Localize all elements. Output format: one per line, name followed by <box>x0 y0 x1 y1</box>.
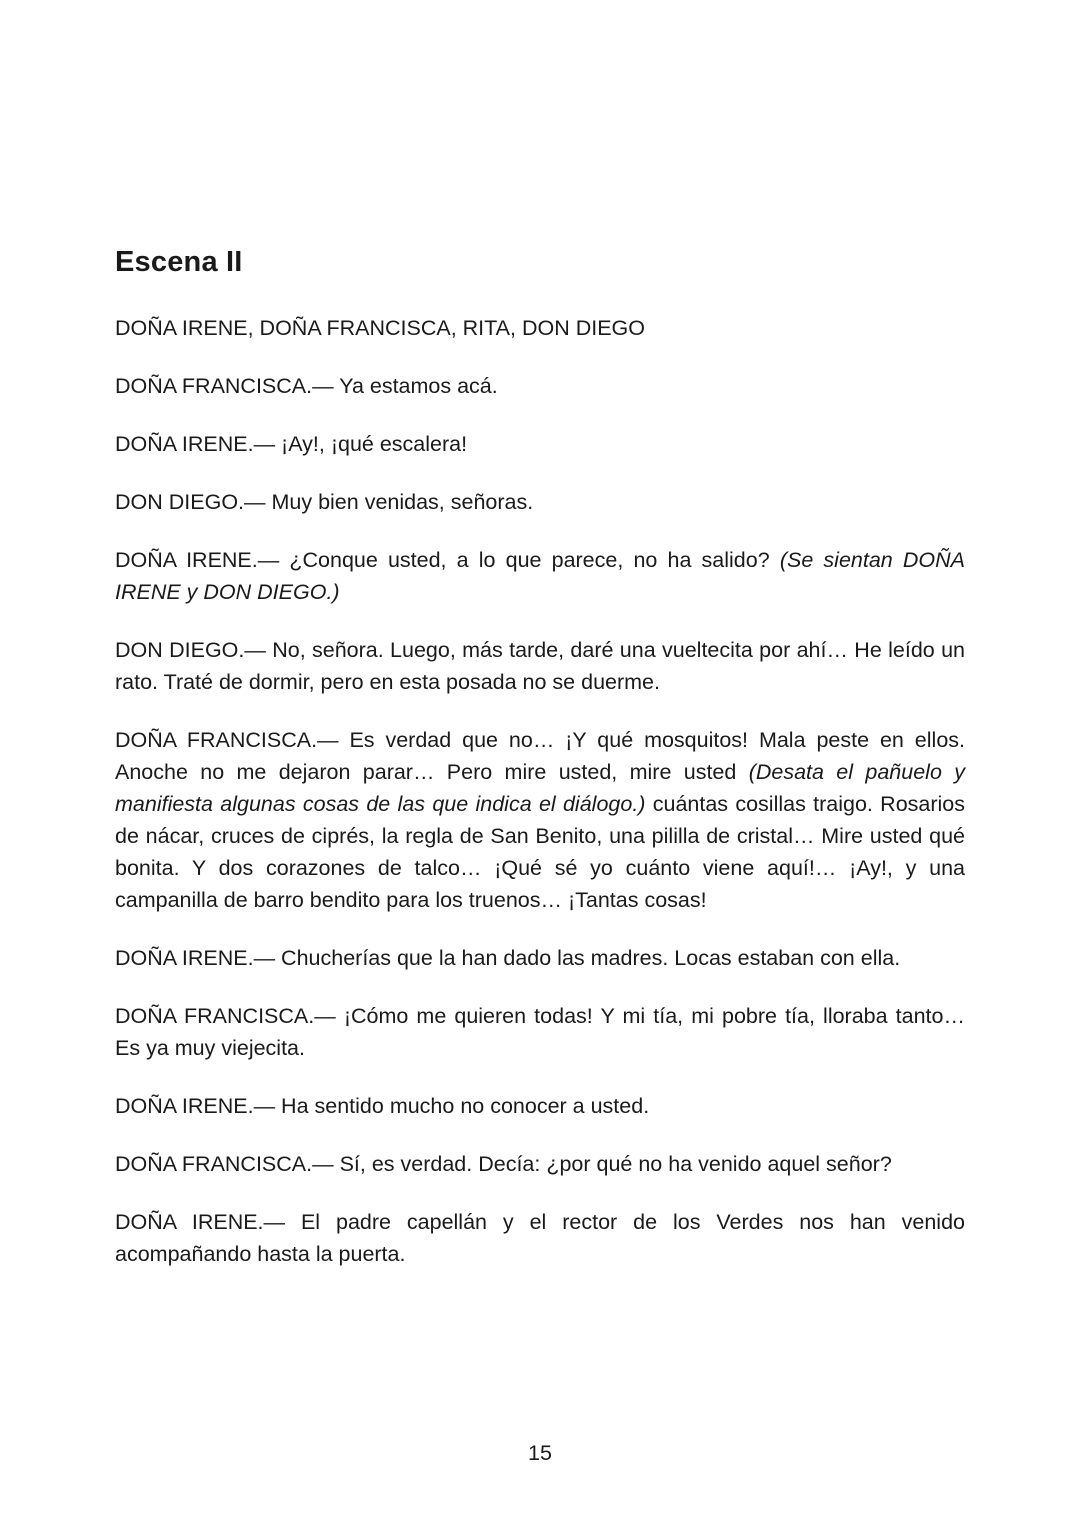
dialogue-text: DOÑA IRENE.— Chucherías que la han dado las madres. Locas estaban con ella. <box>115 945 901 970</box>
dialogue-paragraph <box>115 1148 965 1180</box>
dialogue-text: DOÑA IRENE.— Ha sentido mucho no conocer a usted. <box>115 1093 650 1118</box>
dialogue-text: DON DIEGO.— No, señora. Luego, más tarde, daré una vueltecita por ahí… He leído un rato. Traté de dormir, pero en esta posada no se duerme. <box>115 637 965 694</box>
dialogue-text: cuántas cosillas traigo. Rosarios de nácar, cruces de ciprés, la regla de San Benito, una pililla de cristal… Mire usted qué bonita. Y dos corazones de talco… ¡Qué sé yo cuánto viene aquí!… ¡Ay!, y una campanilla de barro bendito para los truenos… ¡Tantas cosas! <box>115 791 966 912</box>
dialogue-text: DOÑA FRANCISCA.— Es verdad que no… ¡Y qué mosquitos! Mala peste en ellos. Anoche no me dejaron parar… Pero mire usted, mire usted <box>115 727 965 784</box>
dialogue-paragraph <box>115 724 965 916</box>
dialogue-paragraph <box>115 1000 965 1064</box>
stage-direction: (Desata el pañuelo y manifiesta algunas cosas de las que indica el diálogo.) <box>115 759 965 816</box>
dialogue-text: DOÑA FRANCISCA.— Ya estamos acá. <box>115 373 498 398</box>
dialogue-paragraph <box>115 1090 965 1122</box>
dialogue-paragraph <box>115 428 965 460</box>
dialogue-text: DOÑA IRENE.— ¡Ay!, ¡qué escalera! <box>115 431 468 456</box>
dialogue-paragraph <box>115 370 965 402</box>
dialogue-text: DON DIEGO.— Muy bien venidas, señoras. <box>115 489 534 514</box>
cast-list: DOÑA IRENE, DOÑA FRANCISCA, RITA, DON DIEGO <box>115 315 646 340</box>
dialogue-text: DOÑA FRANCISCA.— Sí, es verdad. Decía: ¿por qué no ha venido aquel señor? <box>115 1151 892 1176</box>
dialogue-text: DOÑA IRENE.— ¿Conque usted, a lo que parece, no ha salido? <box>115 547 780 572</box>
stage-direction: (Se sientan DOÑA IRENE y DON DIEGO.) <box>115 547 965 604</box>
dialogue-paragraph <box>115 1206 965 1270</box>
dialogue-text: DOÑA IRENE.— El padre capellán y el rector de los Verdes nos han venido acompañando hasta la puerta. <box>115 1209 965 1266</box>
dialogue-text: DOÑA FRANCISCA.— ¡Cómo me quieren todas! Y mi tía, mi pobre tía, lloraba tanto… Es ya muy viejecita. <box>115 1003 965 1060</box>
dialogue-paragraph <box>115 486 965 518</box>
scene-heading: Escena II <box>115 246 243 278</box>
dialogue-paragraph <box>115 634 965 698</box>
dialogue-paragraph <box>115 942 965 974</box>
dialogue-paragraph <box>115 544 965 608</box>
page-number: 15 <box>528 1441 552 1465</box>
